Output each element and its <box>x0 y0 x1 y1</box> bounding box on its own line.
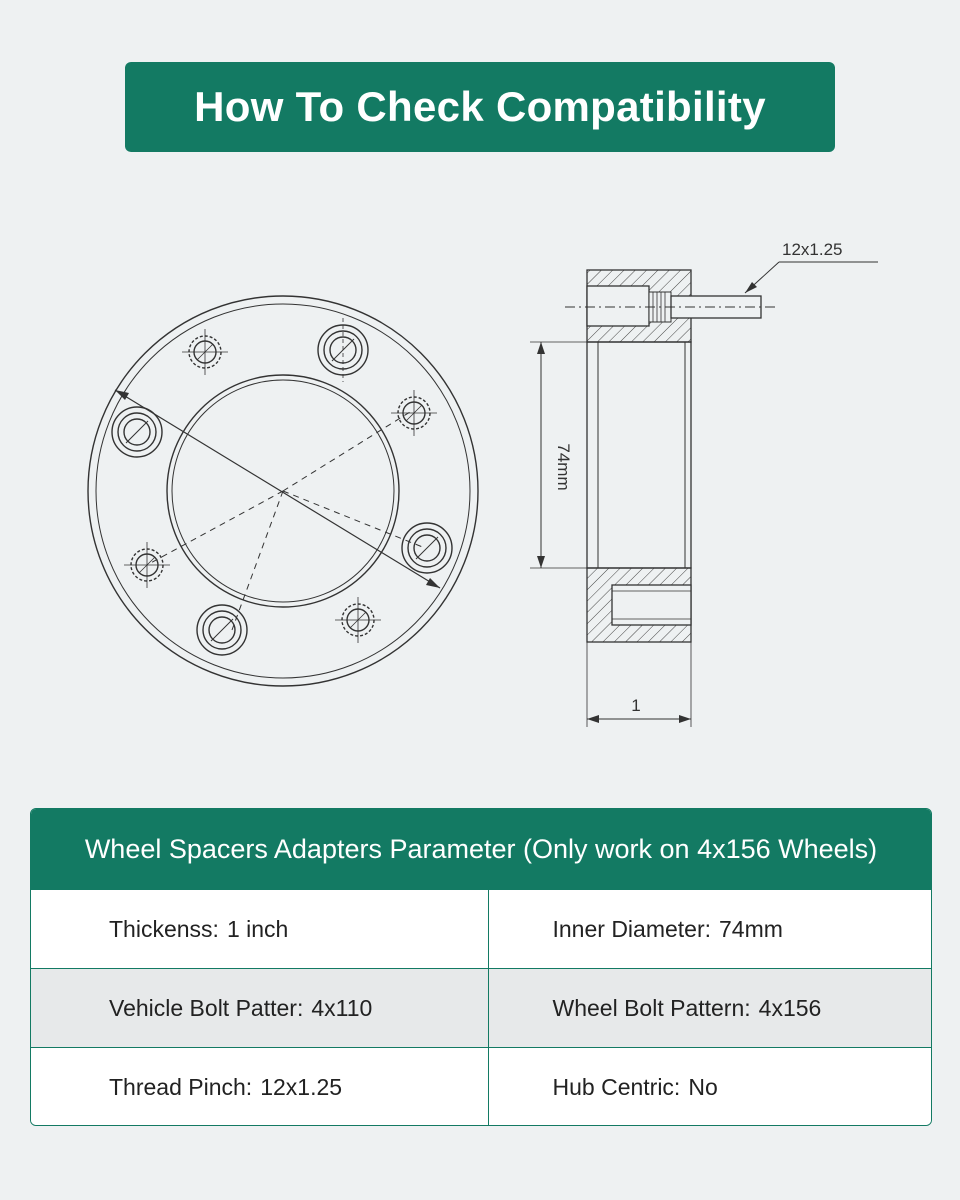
thickness-label: 1 <box>631 696 641 715</box>
parameter-table <box>30 808 932 1126</box>
stud <box>112 407 162 457</box>
page-title: How To Check Compatibility <box>194 83 766 130</box>
wheel-bolt-pattern-value: 4x156 <box>758 994 822 1021</box>
table-cell <box>31 890 489 968</box>
threaded-hole <box>124 542 170 588</box>
thickness-value: 1 inch <box>226 915 289 942</box>
thread-callout-label: 12x1.25 <box>782 240 843 259</box>
dim-arrow-right <box>679 715 691 723</box>
bolt-pattern-diameter-line <box>115 390 440 588</box>
vehicle-bolt-pattern-value: 4x110 <box>311 994 373 1021</box>
table-row <box>31 889 931 968</box>
hub-centric-value: No <box>688 1073 718 1100</box>
table-cell <box>489 890 932 968</box>
table-cell <box>31 1048 489 1126</box>
table-cell <box>489 969 932 1047</box>
threaded-hole <box>391 390 437 436</box>
threaded-hole <box>182 329 228 375</box>
threaded-hole <box>335 597 381 643</box>
table-header: Wheel Spacers Adapters Parameter (Only work on 4x156 Wheels) <box>31 809 931 889</box>
vehicle-bolt-pattern-label: Vehicle Bolt Patter: <box>109 994 304 1021</box>
table-cell <box>31 969 489 1047</box>
construction-lines <box>147 412 425 630</box>
arrow-head-left <box>115 390 129 400</box>
stud-bore <box>587 286 649 326</box>
inner-diameter-value: 74mm <box>719 915 783 942</box>
table-row <box>31 968 931 1047</box>
dim-arrow-top <box>537 342 545 354</box>
thread-pitch-label: Thread Pinch: <box>109 1073 253 1100</box>
wheel-bolt-pattern-label: Wheel Bolt Pattern: <box>552 994 751 1021</box>
front-view <box>88 296 478 686</box>
side-section-view <box>530 262 878 727</box>
inner-diameter-label: Inner Diameter: <box>552 915 712 942</box>
table-row <box>31 1047 931 1126</box>
dim-arrow-bottom <box>537 556 545 568</box>
stud <box>318 318 368 382</box>
center-body <box>587 342 691 568</box>
arrow-head-right <box>426 578 440 588</box>
stud <box>197 605 247 655</box>
dim-arrow-left <box>587 715 599 723</box>
stud <box>402 523 452 573</box>
thickness-label: Thickenss: <box>109 915 219 942</box>
inner-diameter-label: 74mm <box>554 443 573 491</box>
thread-pitch-value: 12x1.25 <box>260 1073 343 1100</box>
hub-centric-label: Hub Centric: <box>552 1073 681 1100</box>
table-cell <box>489 1048 932 1126</box>
